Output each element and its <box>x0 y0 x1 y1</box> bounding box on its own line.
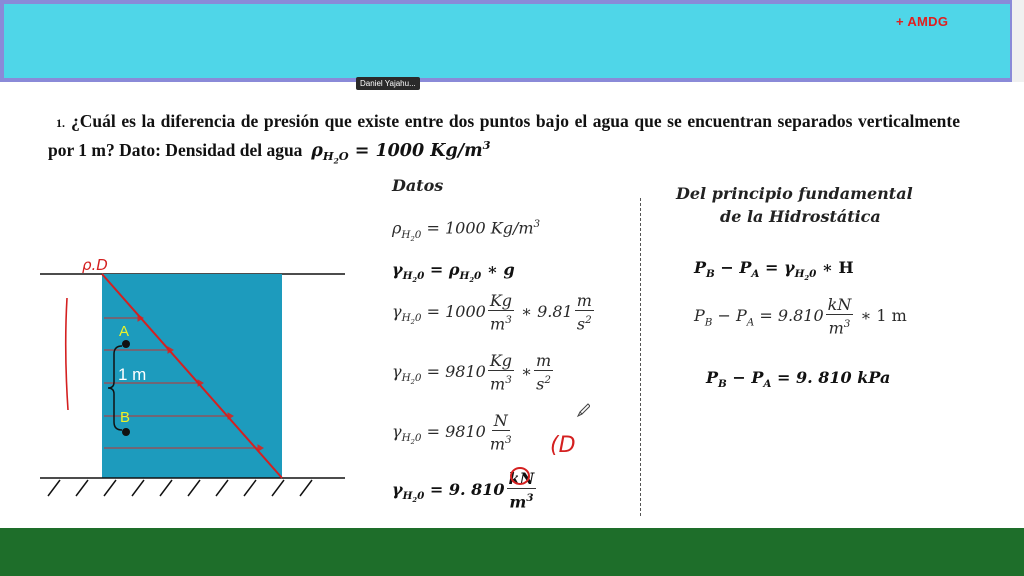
depth-marker <box>66 298 68 410</box>
principle-line-1: $P_B - P_A = \gamma_{H_20}$ ∗ H <box>694 258 854 283</box>
pencil-icon <box>578 404 590 416</box>
presenter-tag[interactable]: Daniel Yajahu... <box>356 77 420 90</box>
datos-line-4: $\gamma_{H_20} = 9810$ $\frac{Kg}{m^3}$ ∗ $\frac{m}{s^2}$ <box>392 351 552 394</box>
top-banner-fill <box>4 4 1010 78</box>
tank-diagram <box>30 250 360 510</box>
datos-line-2: $\gamma_{H_20} = \rho_{H_20}$ ∗ g <box>392 260 515 285</box>
point-a-label: A <box>119 323 130 340</box>
ground-hatch <box>48 480 312 496</box>
brand-label: + AMDG <box>896 14 949 29</box>
datos-heading: Datos <box>392 176 444 195</box>
given-density: $\rho_{H_2O} = 1000$ $Kg/m^3$ <box>311 138 491 166</box>
circle-mark <box>511 468 529 484</box>
datos-line-5: $\gamma_{H_20} = 9810$ $\frac{N}{m^3}$ <box>392 411 512 454</box>
point-a-dot <box>122 340 130 348</box>
distance-label: 1 m <box>118 365 147 384</box>
question-number: 1. <box>56 116 65 130</box>
top-annotation: ρ.D <box>82 256 108 274</box>
principle-line-3: $P_B - P_A = 9$. 810 kPa <box>706 368 891 391</box>
principle-heading-line2: de la Hidrostática <box>720 207 881 226</box>
side-strip <box>1012 0 1024 82</box>
column-divider <box>640 198 641 516</box>
point-b-label: B <box>120 409 131 426</box>
question-text <box>48 110 960 173</box>
question-body: ¿Cuál es la diferencia de presión que existe entre dos puntos bajo el agua que se encuentran separados verticalmente por 1 m? Dato: Densidad del agua <box>48 111 960 160</box>
principle-line-2: $P_B - P_A = 9.810$ $\frac{kN}{m^3}$ ∗ 1 m <box>694 295 907 338</box>
bottom-banner <box>0 528 1024 576</box>
datos-line-1: $\rho_{H_20} = 1000$ $Kg/m^3$ <box>392 218 541 243</box>
datos-line-3: $\gamma_{H_20} = 1000$ $\frac{Kg}{m^3}$ ∗ 9.81 $\frac{m}{s^2}$ <box>392 291 592 334</box>
datos-line-6: $\gamma_{H_20} = 9$. 810 $\frac{kN}{m^3}$ <box>392 469 535 512</box>
top-banner <box>0 0 1024 82</box>
handwritten-annotations <box>500 400 590 500</box>
side-annotation: (D <box>550 433 576 458</box>
principle-heading-line1: Del principio fundamental <box>676 184 913 203</box>
point-b-dot <box>122 428 130 436</box>
